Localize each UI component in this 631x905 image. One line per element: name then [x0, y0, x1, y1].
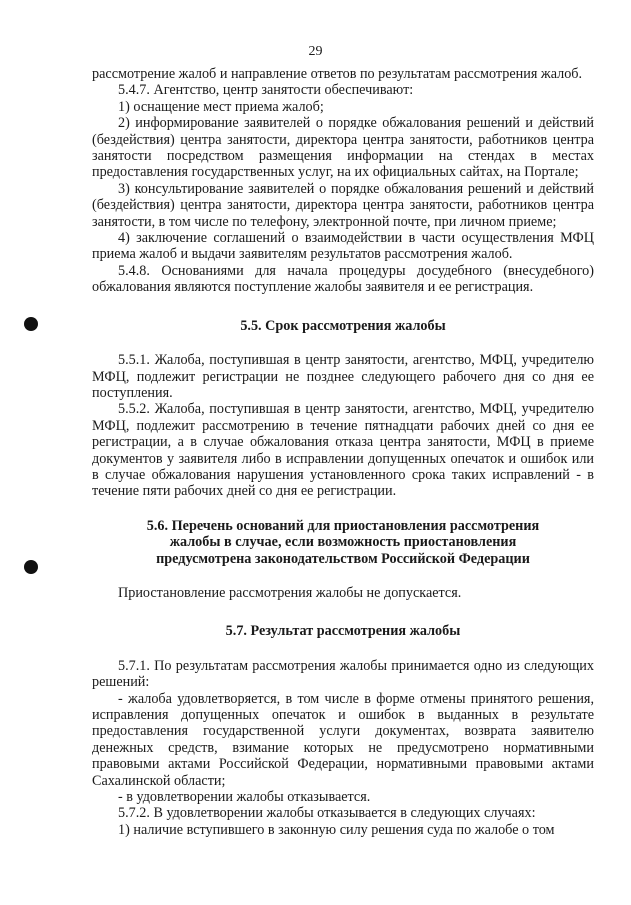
paragraph: 5.7.1. По результатам рассмотрения жалобы принимается одно из следующих решений:: [92, 657, 594, 691]
paragraph: 5.5.2. Жалоба, поступившая в центр занятости, агентство, МФЦ, учредителю МФЦ, подлежит рассмотрению в течение пятнадцати рабочих дней со дня ее регистрации, а в случае обжалования отказа центра занятости, МФЦ в приеме документов у заявителя либо в исправлении допущенных опечаток и ошибок или в случае обжалования нарушения установленного срока таких исправлений - в течение пяти рабочих дней со дня ее регистрации.: [92, 401, 594, 500]
list-item: - в удовлетворении жалобы отказывается.: [118, 789, 371, 806]
page-number: 29: [308, 44, 323, 59]
paragraph: рассмотрение жалоб и направление ответов по результатам рассмотрения жалоб.: [92, 66, 583, 82]
list-item: 4) заключение соглашений о взаимодействии в части осуществления МФЦ приема жалоб и выдачи заявителям результатов рассмотрения жалоб.: [92, 230, 594, 263]
paragraph: 5.7.2. В удовлетворении жалобы отказывается в следующих случаях:: [118, 805, 536, 822]
punch-hole-mark-bottom: [24, 560, 38, 574]
list-item: 1) оснащение мест приема жалоб;: [118, 98, 324, 115]
paragraph: 5.4.7. Агентство, центр занятости обеспечивают:: [118, 82, 414, 99]
document-body: [92, 66, 594, 838]
punch-hole-mark-top: [24, 317, 38, 331]
list-item: - жалоба удовлетворяется, в том числе в форме отмены принятого решения, исправления допущенных опечаток и ошибок в выданных в результате предоставления государственной услуги документах, возврата заявителю денежных средств, взимание которых не предусмотрено нормативными правовыми актами Российской Федерации, нормативными правовыми актами Сахалинской области;: [92, 690, 594, 789]
section-heading: 5.5. Срок рассмотрения жалобы: [240, 317, 446, 334]
paragraph: 5.4.8. Основаниями для начала процедуры досудебного (внесудебного) обжалования являются поступление жалобы заявителя и ее регистрация.: [92, 262, 594, 296]
section-heading: 5.7. Результат рассмотрения жалобы: [225, 623, 461, 640]
list-item: 3) консультирование заявителей о порядке обжалования решений и действий (бездействия) центра занятости, директора центра занятости, работников центра занятости, в том числе по телефону, электронной почте, при личном приеме;: [92, 180, 594, 230]
paragraph: Приостановление рассмотрения жалобы не допускается.: [118, 584, 462, 601]
paragraph: 5.5.1. Жалоба, поступившая в центр занятости, агентство, МФЦ, учредителю МФЦ, подлежит регистрации не позднее следующего рабочего дня со дня ее поступления.: [92, 352, 594, 401]
list-item: 1) наличие вступившего в законную силу решения суда по жалобе о том: [118, 821, 555, 838]
list-item: 2) информирование заявителей о порядке обжалования решений и действий (бездействия) центра занятости, директора центра занятости, работников центра занятости посредством размещения информации на стендах в местах предоставления государственных услуг, на их официальных сайтах, на Портале;: [92, 115, 594, 181]
section-heading: 5.6. Перечень оснований для приостановления рассмотрения жалобы в случае, если возможность приостановления предусмотрена законодательством Российской Федерации: [146, 517, 540, 567]
